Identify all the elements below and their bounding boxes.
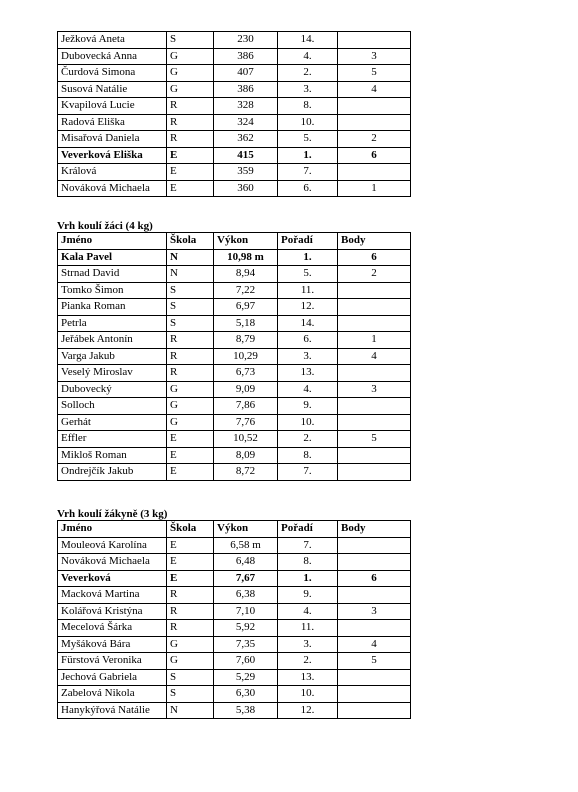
cell-rank: 8. — [278, 447, 338, 464]
cell-points — [338, 315, 411, 332]
cell-school: R — [167, 587, 214, 604]
cell-school: E — [167, 464, 214, 481]
table-row — [58, 249, 411, 266]
cell-rank: 10. — [278, 414, 338, 431]
cell-result: 5,29 — [214, 669, 278, 686]
cell-points: 5 — [338, 431, 411, 448]
cell-points — [338, 32, 411, 49]
cell-school: R — [167, 332, 214, 349]
cell-result: 10,98 m — [214, 249, 278, 266]
boys-shot-put-title: Vrh koulí žáci (4 kg) — [57, 220, 153, 232]
cell-result: 7,76 — [214, 414, 278, 431]
cell-school: R — [167, 620, 214, 637]
table-row — [58, 32, 411, 49]
cell-rank: 14. — [278, 32, 338, 49]
table-row — [58, 315, 411, 332]
cell-result: 6,58 m — [214, 537, 278, 554]
cell-points — [338, 98, 411, 115]
cell-name: Mecelová Šárka — [58, 620, 167, 637]
cell-name: Ježková Aneta — [58, 32, 167, 49]
cell-school: S — [167, 32, 214, 49]
cell-points — [338, 299, 411, 316]
cell-points: 6 — [338, 249, 411, 266]
cell-points: 6 — [338, 570, 411, 587]
cell-rank: 1. — [278, 249, 338, 266]
cell-school: E — [167, 164, 214, 181]
cell-name: Dubovecká Anna — [58, 48, 167, 65]
cell-rank: 7. — [278, 464, 338, 481]
table-row — [58, 299, 411, 316]
cell-result: 8,79 — [214, 332, 278, 349]
cell-result: 7,86 — [214, 398, 278, 415]
header-name: Jméno — [58, 521, 167, 538]
cell-result: 5,18 — [214, 315, 278, 332]
cell-rank: 9. — [278, 587, 338, 604]
cell-result: 9,09 — [214, 381, 278, 398]
cell-result: 8,72 — [214, 464, 278, 481]
cell-rank: 9. — [278, 398, 338, 415]
boys-shot-put-table — [57, 232, 411, 481]
cell-school: R — [167, 131, 214, 148]
table-row — [58, 332, 411, 349]
cell-school: R — [167, 114, 214, 131]
cell-name: Mouleová Karolína — [58, 537, 167, 554]
cell-points — [338, 398, 411, 415]
cell-name: Kvapilová Lucie — [58, 98, 167, 115]
cell-school: R — [167, 365, 214, 382]
table-header-row — [58, 521, 411, 538]
cell-school: S — [167, 669, 214, 686]
table-row — [58, 570, 411, 587]
cell-result: 6,38 — [214, 587, 278, 604]
table-row — [58, 266, 411, 283]
cell-result: 386 — [214, 81, 278, 98]
cell-points — [338, 164, 411, 181]
cell-name: Veverková — [58, 570, 167, 587]
cell-name: Kolářová Kristýna — [58, 603, 167, 620]
cell-points — [338, 365, 411, 382]
cell-school: G — [167, 81, 214, 98]
girls-shot-put-block — [57, 508, 410, 719]
cell-school: N — [167, 249, 214, 266]
cell-rank: 3. — [278, 81, 338, 98]
table-row — [58, 620, 411, 637]
cell-result: 5,92 — [214, 620, 278, 637]
cell-school: S — [167, 282, 214, 299]
cell-rank: 14. — [278, 315, 338, 332]
cell-rank: 12. — [278, 299, 338, 316]
cell-points: 2 — [338, 266, 411, 283]
cell-name: Jeřábek Antonín — [58, 332, 167, 349]
cell-points: 3 — [338, 381, 411, 398]
header-rank: Pořadí — [278, 521, 338, 538]
cell-points — [338, 537, 411, 554]
cell-rank: 3. — [278, 636, 338, 653]
cell-name: Solloch — [58, 398, 167, 415]
girls-shot-put-table-body — [58, 537, 411, 719]
cell-name: Fürstová Veronika — [58, 653, 167, 670]
cell-points — [338, 114, 411, 131]
table-row — [58, 702, 411, 719]
cell-name: Hanykýřová Natálie — [58, 702, 167, 719]
cell-result: 360 — [214, 180, 278, 197]
cell-name: Kala Pavel — [58, 249, 167, 266]
cell-name: Zabelová Nikola — [58, 686, 167, 703]
cell-school: R — [167, 603, 214, 620]
cell-points — [338, 620, 411, 637]
cell-points — [338, 414, 411, 431]
cell-school: E — [167, 554, 214, 571]
cell-result: 6,48 — [214, 554, 278, 571]
table-header-row — [58, 233, 411, 250]
cell-school: E — [167, 180, 214, 197]
cell-rank: 2. — [278, 431, 338, 448]
cell-result: 386 — [214, 48, 278, 65]
cell-name: Pianka Roman — [58, 299, 167, 316]
cell-school: S — [167, 315, 214, 332]
cell-rank: 6. — [278, 180, 338, 197]
header-name: Jméno — [58, 233, 167, 250]
cell-school: E — [167, 147, 214, 164]
cell-school: R — [167, 348, 214, 365]
cell-name: Mikloš Roman — [58, 447, 167, 464]
cell-rank: 5. — [278, 131, 338, 148]
cell-points: 4 — [338, 81, 411, 98]
header-school: Škola — [167, 521, 214, 538]
cell-rank: 7. — [278, 537, 338, 554]
cell-points — [338, 669, 411, 686]
cell-name: Misařová Daniela — [58, 131, 167, 148]
cell-rank: 2. — [278, 653, 338, 670]
cell-name: Susová Natálie — [58, 81, 167, 98]
table-row — [58, 282, 411, 299]
cell-result: 7,22 — [214, 282, 278, 299]
table-row — [58, 381, 411, 398]
boys-shot-put-block — [57, 220, 410, 481]
table-row — [58, 164, 411, 181]
cell-school: N — [167, 266, 214, 283]
cell-name: Jechová Gabriela — [58, 669, 167, 686]
cell-result: 230 — [214, 32, 278, 49]
cell-school: G — [167, 48, 214, 65]
cell-result: 10,29 — [214, 348, 278, 365]
table-row — [58, 653, 411, 670]
cell-rank: 11. — [278, 620, 338, 637]
cell-name: Gerhát — [58, 414, 167, 431]
cell-points: 5 — [338, 653, 411, 670]
cell-name: Petrla — [58, 315, 167, 332]
cell-result: 8,09 — [214, 447, 278, 464]
cell-school: E — [167, 537, 214, 554]
cell-points — [338, 686, 411, 703]
cell-points: 4 — [338, 636, 411, 653]
results-table-continued-block — [57, 31, 410, 197]
cell-school: G — [167, 653, 214, 670]
cell-school: E — [167, 570, 214, 587]
cell-result: 359 — [214, 164, 278, 181]
table-row — [58, 147, 411, 164]
table-row — [58, 114, 411, 131]
cell-school: R — [167, 98, 214, 115]
cell-rank: 6. — [278, 332, 338, 349]
cell-rank: 4. — [278, 48, 338, 65]
cell-result: 362 — [214, 131, 278, 148]
table-row — [58, 587, 411, 604]
cell-name: Effler — [58, 431, 167, 448]
cell-rank: 8. — [278, 554, 338, 571]
cell-points: 3 — [338, 603, 411, 620]
cell-name: Tomko Šimon — [58, 282, 167, 299]
table-row — [58, 131, 411, 148]
cell-name: Nováková Michaela — [58, 180, 167, 197]
cell-points: 4 — [338, 348, 411, 365]
cell-school: N — [167, 702, 214, 719]
table-row — [58, 686, 411, 703]
table-row — [58, 669, 411, 686]
cell-school: G — [167, 381, 214, 398]
cell-result: 6,97 — [214, 299, 278, 316]
cell-rank: 10. — [278, 114, 338, 131]
cell-school: G — [167, 398, 214, 415]
header-rank: Pořadí — [278, 233, 338, 250]
table-row — [58, 414, 411, 431]
table-row — [58, 98, 411, 115]
cell-rank: 2. — [278, 65, 338, 82]
cell-rank: 12. — [278, 702, 338, 719]
cell-points — [338, 282, 411, 299]
cell-name: Myšáková Bára — [58, 636, 167, 653]
table-row — [58, 65, 411, 82]
cell-rank: 8. — [278, 98, 338, 115]
table-row — [58, 180, 411, 197]
cell-rank: 1. — [278, 570, 338, 587]
cell-school: G — [167, 636, 214, 653]
cell-school: G — [167, 65, 214, 82]
cell-rank: 5. — [278, 266, 338, 283]
cell-rank: 13. — [278, 365, 338, 382]
cell-result: 8,94 — [214, 266, 278, 283]
cell-name: Nováková Michaela — [58, 554, 167, 571]
cell-result: 6,73 — [214, 365, 278, 382]
cell-points — [338, 464, 411, 481]
cell-result: 7,60 — [214, 653, 278, 670]
cell-points: 5 — [338, 65, 411, 82]
results-table-continued — [57, 31, 411, 197]
cell-name: Veverková Eliška — [58, 147, 167, 164]
table-row — [58, 464, 411, 481]
table-row — [58, 636, 411, 653]
cell-rank: 7. — [278, 164, 338, 181]
header-points: Body — [338, 521, 411, 538]
header-result: Výkon — [214, 233, 278, 250]
cell-result: 7,10 — [214, 603, 278, 620]
table-row — [58, 537, 411, 554]
table-row — [58, 81, 411, 98]
cell-result: 6,30 — [214, 686, 278, 703]
girls-shot-put-table — [57, 520, 411, 719]
cell-rank: 10. — [278, 686, 338, 703]
cell-points — [338, 554, 411, 571]
table-row — [58, 48, 411, 65]
cell-result: 328 — [214, 98, 278, 115]
table-row — [58, 554, 411, 571]
cell-name: Králová — [58, 164, 167, 181]
boys-shot-put-table-body — [58, 249, 411, 480]
cell-school: G — [167, 414, 214, 431]
cell-name: Strnad David — [58, 266, 167, 283]
cell-name: Čurdová Simona — [58, 65, 167, 82]
cell-name: Ondrejčík Jakub — [58, 464, 167, 481]
table-row — [58, 603, 411, 620]
cell-school: S — [167, 299, 214, 316]
cell-rank: 4. — [278, 381, 338, 398]
table-row — [58, 365, 411, 382]
cell-points — [338, 587, 411, 604]
cell-name: Macková Martina — [58, 587, 167, 604]
cell-name: Veselý Miroslav — [58, 365, 167, 382]
header-result: Výkon — [214, 521, 278, 538]
cell-result: 7,67 — [214, 570, 278, 587]
table-row — [58, 447, 411, 464]
cell-points: 1 — [338, 180, 411, 197]
table-row — [58, 431, 411, 448]
cell-points — [338, 702, 411, 719]
cell-rank: 11. — [278, 282, 338, 299]
cell-school: S — [167, 686, 214, 703]
cell-result: 415 — [214, 147, 278, 164]
cell-result: 324 — [214, 114, 278, 131]
cell-rank: 4. — [278, 603, 338, 620]
girls-shot-put-title: Vrh koulí žákyně (3 kg) — [57, 508, 168, 520]
cell-result: 10,52 — [214, 431, 278, 448]
cell-points — [338, 447, 411, 464]
cell-points: 6 — [338, 147, 411, 164]
cell-name: Dubovecký — [58, 381, 167, 398]
cell-result: 5,38 — [214, 702, 278, 719]
cell-result: 7,35 — [214, 636, 278, 653]
cell-school: E — [167, 447, 214, 464]
results-table-continued-body — [58, 32, 411, 197]
cell-result: 407 — [214, 65, 278, 82]
header-school: Škola — [167, 233, 214, 250]
cell-rank: 3. — [278, 348, 338, 365]
cell-points: 2 — [338, 131, 411, 148]
cell-points: 3 — [338, 48, 411, 65]
table-row — [58, 398, 411, 415]
table-row — [58, 348, 411, 365]
cell-name: Radová Eliška — [58, 114, 167, 131]
header-points: Body — [338, 233, 411, 250]
cell-name: Varga Jakub — [58, 348, 167, 365]
cell-school: E — [167, 431, 214, 448]
cell-points: 1 — [338, 332, 411, 349]
cell-rank: 13. — [278, 669, 338, 686]
cell-rank: 1. — [278, 147, 338, 164]
